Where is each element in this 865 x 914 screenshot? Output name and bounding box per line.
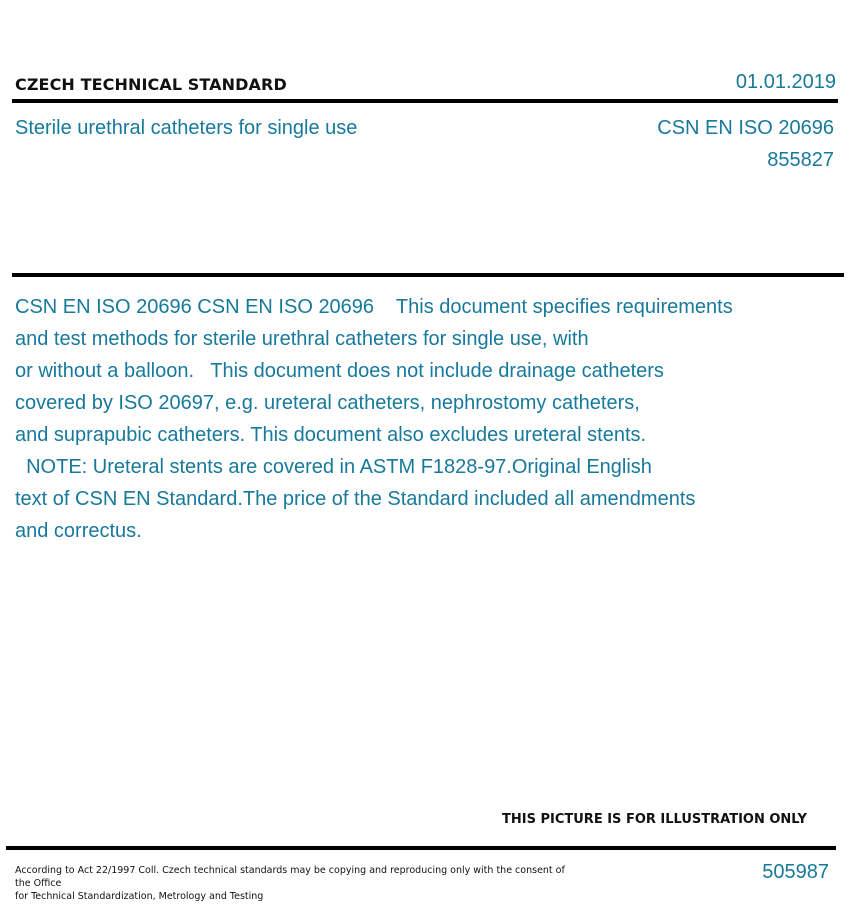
standard-number: 855827 bbox=[767, 149, 834, 171]
legal-notice-line: for Technical Standardization, Metrology and Testing bbox=[15, 891, 264, 902]
abstract-line: and correctus. bbox=[15, 520, 142, 542]
standard-code: CSN EN ISO 20696 bbox=[657, 117, 834, 139]
document-type-heading: CZECH TECHNICAL STANDARD bbox=[15, 75, 287, 94]
abstract-line: text of CSN EN Standard.The price of the Standard included all amendments bbox=[15, 488, 696, 510]
standard-title: Sterile urethral catheters for single use bbox=[15, 117, 358, 139]
catalog-number: 505987 bbox=[762, 861, 829, 883]
abstract-line: NOTE: Ureteral stents are covered in ASTM F1828-97.Original English bbox=[15, 456, 652, 478]
abstract-text bbox=[15, 291, 805, 547]
footer-divider bbox=[6, 846, 836, 850]
header-divider bbox=[12, 99, 838, 103]
legal-notice-line: According to Act 22/1997 Coll. Czech technical standards may be copying and reproducing only with the consent of the Office bbox=[15, 865, 565, 889]
illustration-disclaimer: THIS PICTURE IS FOR ILLUSTRATION ONLY bbox=[502, 812, 807, 827]
section-divider bbox=[12, 273, 844, 277]
abstract-line: CSN EN ISO 20696 CSN EN ISO 20696 This document specifies requirements bbox=[15, 296, 733, 318]
abstract-line: and suprapubic catheters. This document also excludes ureteral stents. bbox=[15, 424, 647, 446]
abstract-line: and test methods for sterile urethral catheters for single use, with bbox=[15, 328, 589, 350]
abstract-line: or without a balloon. This document does not include drainage catheters bbox=[15, 360, 664, 382]
abstract-line: covered by ISO 20697, e.g. ureteral catheters, nephrostomy catheters, bbox=[15, 392, 640, 414]
legal-notice bbox=[15, 864, 575, 903]
issue-date: 01.01.2019 bbox=[735, 71, 836, 93]
